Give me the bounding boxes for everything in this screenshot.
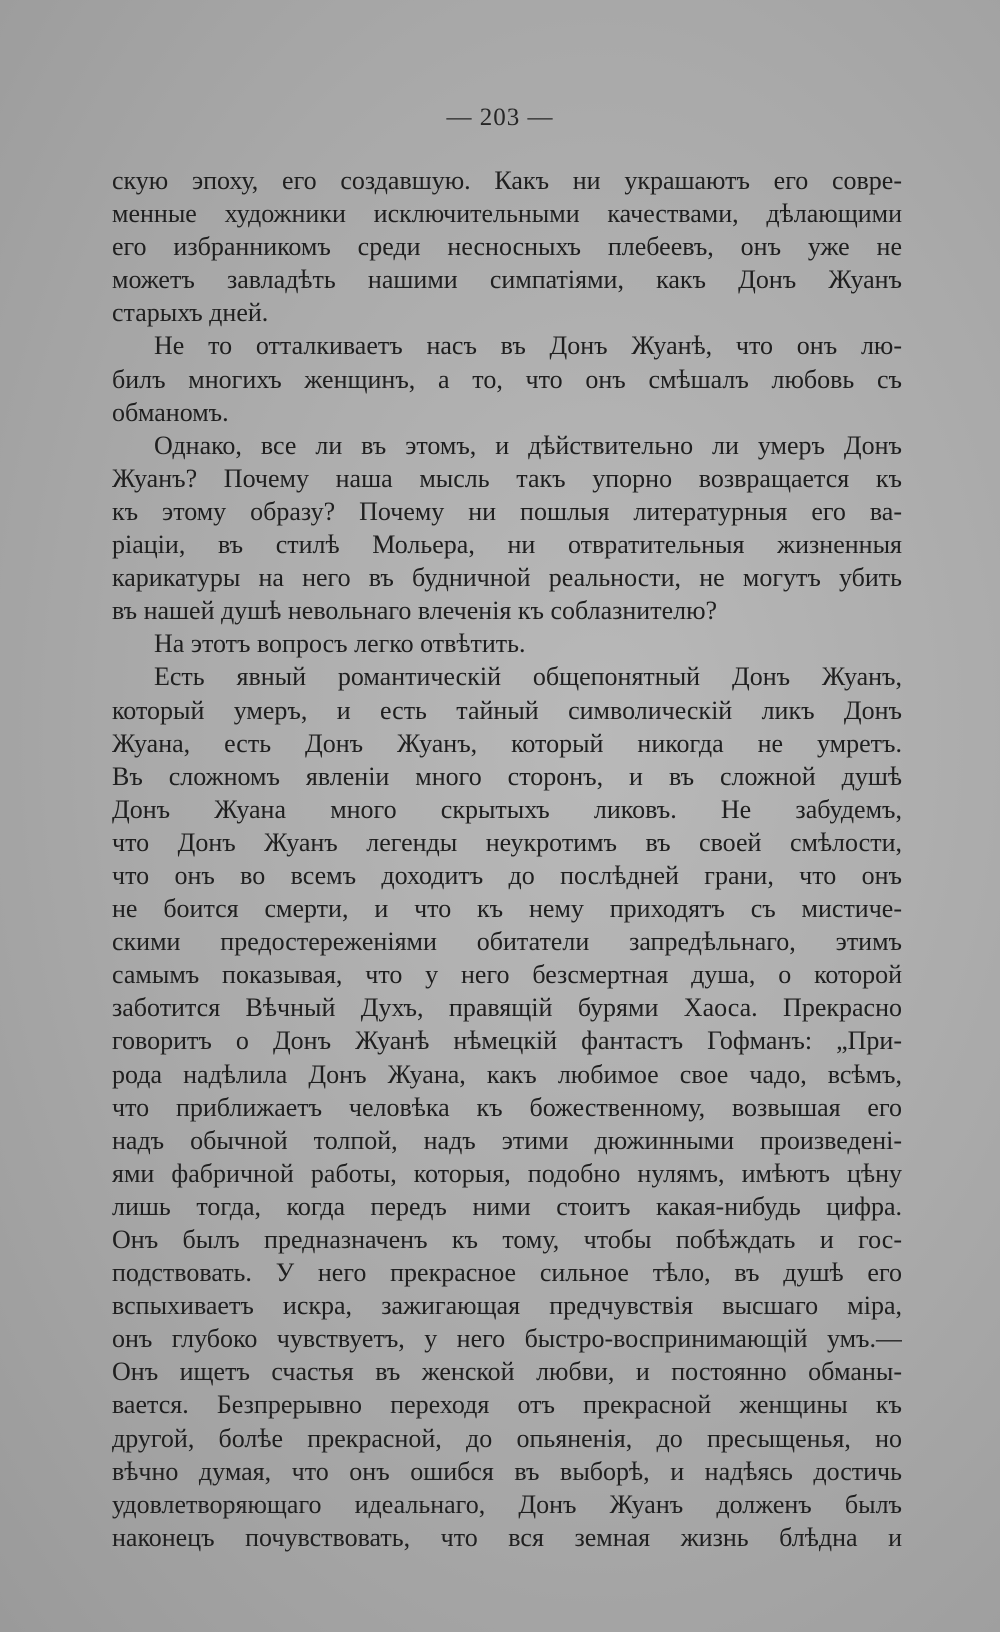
text-line: что онъ во всемъ доходитъ до послѣдней грани, что онъ — [112, 860, 902, 890]
text-line: скую эпоху, его создавшую. Какъ ни украшаютъ его совре- — [112, 166, 902, 195]
text-line: не боится смерти, и что къ нему приходятъ съ мистиче- — [112, 894, 902, 924]
text-line: его избранникомъ среди несносныхъ плебеевъ, онъ уже не — [112, 232, 902, 262]
text-line: въ нашей душѣ невольнаго влеченія къ соблазнителю? — [112, 596, 718, 626]
text-line: менные художники исключительными качествами, дѣлающими — [112, 199, 902, 229]
text-line: заботится Вѣчный Духъ, правящій бурями Хаоса. Прекрасно — [112, 993, 902, 1023]
text-line: билъ многихъ женщинъ, а то, что онъ смѣшалъ любовь съ — [112, 364, 902, 394]
text-line: говоритъ о Донъ Жуанѣ нѣмецкій фантастъ Гофманъ: „При- — [112, 1026, 902, 1056]
text-line: удовлетворяющаго идеальнаго, Донъ Жуанъ долженъ былъ — [112, 1489, 902, 1519]
text-line: что Донъ Жуанъ легенды неукротимъ въ своей смѣлости, — [112, 827, 902, 857]
text-line: самымъ показывая, что у него безсмертная душа, о которой — [112, 960, 902, 990]
text-line: Есть явный романтическій общепонятный Донъ Жуанъ, — [154, 662, 902, 692]
text-line: Онъ ищетъ счастья въ женской любви, и постоянно обманы- — [112, 1357, 902, 1387]
text-line: вспыхиваетъ искра, зажигающая предчувствія высшаго міра, — [112, 1291, 902, 1321]
text-line: Жуанъ? Почему наша мысль такъ упорно возвращается къ — [112, 463, 902, 493]
text-line: вѣчно думая, что онъ ошибся въ выборѣ, и надѣясь достичь — [112, 1456, 902, 1486]
text-line: вается. Безпрерывно переходя отъ прекрасной женщины къ — [112, 1390, 902, 1420]
text-line: что приближаетъ человѣка къ божественному, возвышая его — [112, 1092, 902, 1122]
text-line: Донъ Жуана много скрытыхъ ликовъ. Не забудемъ, — [112, 794, 902, 824]
text-line: подствовать. У него прекрасное сильное тѣло, въ душѣ его — [112, 1258, 902, 1288]
text-line: ями фабричной работы, которыя, подобно нулямъ, имѣютъ цѣну — [112, 1158, 902, 1188]
text-line: наконецъ почувствовать, что вся земная жизнь блѣдна и — [112, 1522, 902, 1552]
text-line: карикатуры на него въ будничной реальности, не могутъ убить — [112, 563, 902, 593]
text-line: онъ глубоко чувствуетъ, у него быстро-воспринимающій умъ.— — [112, 1324, 902, 1354]
text-line: обманомъ. — [112, 397, 229, 427]
text-line: который умеръ, и есть тайный символическій ликъ Донъ — [112, 695, 902, 725]
text-line: Однако, все ли въ этомъ, и дѣйствительно ли умеръ Донъ — [154, 430, 902, 460]
text-line: къ этому образу? Почему ни пошлыя литературныя его ва- — [112, 496, 902, 526]
text-line: лишь тогда, когда передъ ними стоитъ какая-нибудь цифра. — [112, 1191, 902, 1221]
text-line: ріаціи, въ стилѣ Мольера, ни отвратительныя жизненныя — [112, 530, 902, 560]
text-line: надъ обычной толпой, надъ этими дюжинными произведені- — [112, 1125, 902, 1155]
text-line: рода надѣлила Донъ Жуана, какъ любимое свое чадо, всѣмъ, — [112, 1059, 902, 1089]
text-line: старыхъ дней. — [112, 298, 269, 328]
text-line: скими предостереженіями обитатели запредѣльнаго, этимъ — [112, 927, 902, 957]
text-line: Жуана, есть Донъ Жуанъ, который никогда не умретъ. — [112, 728, 902, 758]
page-number: — 203 — — [446, 104, 554, 131]
text-line: Не то отталкиваетъ насъ въ Донъ Жуанѣ, что онъ лю- — [154, 331, 902, 361]
text-line: можетъ завладѣть нашими симпатіями, какъ Донъ Жуанъ — [112, 265, 902, 295]
text-line: Въ сложномъ явленіи много сторонъ, и въ сложной душѣ — [112, 761, 902, 791]
body-text — [112, 164, 902, 1554]
text-line: На этотъ вопросъ легко отвѣтить. — [154, 629, 526, 659]
text-line: Онъ былъ предназначенъ къ тому, чтобы побѣждать и гос- — [112, 1225, 902, 1254]
text-line: другой, болѣе прекрасной, до опьяненія, до пресыщенья, но — [112, 1423, 902, 1453]
